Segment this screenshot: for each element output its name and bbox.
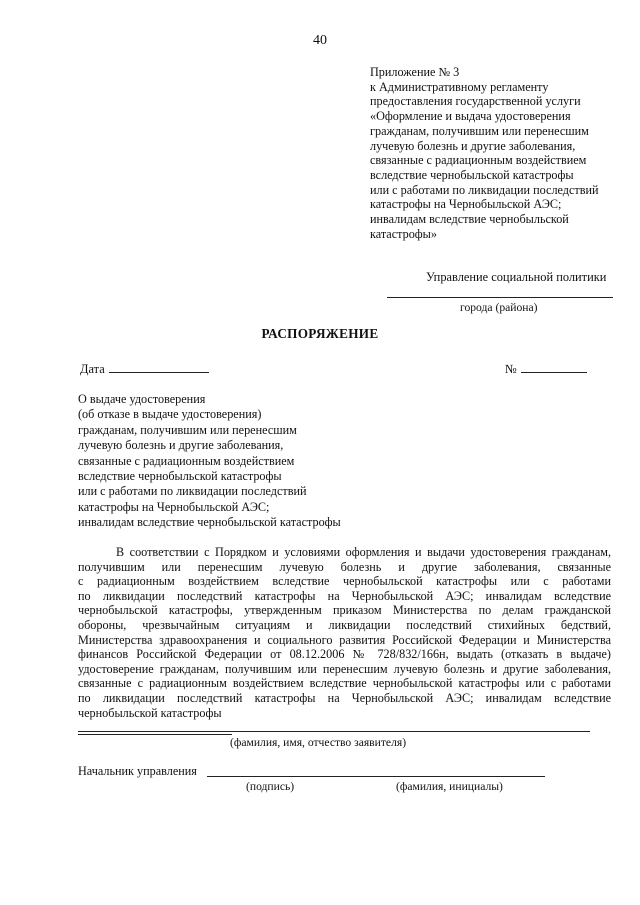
- body-line: связанные с радиационным воздействием вследствие чернобыльской катастрофы или с работами: [78, 676, 611, 691]
- head-of-department-label: Начальник управления: [78, 764, 197, 778]
- annex-line: катастрофы»: [370, 226, 437, 241]
- annex-line: «Оформление и выдача удостоверения: [370, 109, 571, 124]
- annex-line: катастрофы на Чернобыльской АЭС;: [370, 197, 562, 212]
- body-line: Министерства здравоохранения и социального развития Российской Федерации и Министерства: [78, 632, 611, 647]
- subject-line: катастрофы на Чернобыльской АЭС;: [78, 499, 270, 514]
- body-line: получившим или перенесшим лучевую болезнь и другие заболевания, связанные: [78, 559, 611, 574]
- document-title: РАСПОРЯЖЕНИЕ: [261, 326, 379, 341]
- body-line: по ликвидации последствий катастрофы на Чернобыльской АЭС; инвалидам вследствие: [78, 690, 611, 705]
- body-line: с радиационным воздействием вследствие чернобыльской катастрофы или с работами: [78, 574, 611, 589]
- subject-line: связанные с радиационным воздействием: [78, 453, 295, 468]
- signature-caption: (подпись): [246, 780, 295, 793]
- number-label: №: [505, 362, 517, 376]
- body-line: удостоверение гражданам, получившим или перенесшим лучевую болезнь и другие заболевания,: [78, 661, 611, 676]
- annex-line: инвалидам вследствие чернобыльской: [370, 212, 569, 227]
- annex-line: предоставления государственной услуги: [370, 94, 581, 109]
- annex-line: лучевую болезнь и другие заболевания,: [370, 138, 576, 153]
- body-line: В соответствии с Порядком и условиями оформления и выдачи удостоверения гражданам,: [116, 545, 611, 559]
- initials-caption: (фамилия, инициалы): [396, 780, 503, 793]
- number-blank-line: [521, 361, 587, 373]
- department-blank-line: [387, 297, 613, 298]
- body-line: финансов Российской Федерации от 08.12.2006 № 728/832/166н, выдать (отказать в выдаче): [78, 647, 611, 662]
- subject-line: вследствие чернобыльской катастрофы: [78, 469, 282, 484]
- body-line: по ликвидации последствий катастрофы на Чернобыльской АЭС; инвалидам вследствие: [78, 588, 611, 603]
- date-blank-line: [109, 361, 209, 373]
- subject-line: или с работами по ликвидации последствий: [78, 484, 307, 499]
- annex-block: [370, 65, 625, 241]
- body-line: чернобыльской катастрофы, утвержденным приказом Министерства по делам гражданской: [78, 603, 611, 618]
- subject-block: [78, 392, 341, 531]
- signature-blank-line: [207, 776, 545, 777]
- city-caption: города (района): [460, 301, 538, 314]
- subject-line: лучевую болезнь и другие заболевания,: [78, 438, 284, 453]
- annex-line: или с работами по ликвидации последствий: [370, 182, 599, 197]
- applicant-blank-line-short: [78, 734, 232, 735]
- annex-line: к Административному регламенту: [370, 79, 549, 94]
- applicant-blank-line: [78, 731, 590, 732]
- body-paragraph: [78, 545, 611, 720]
- applicant-caption: (фамилия, имя, отчество заявителя): [230, 736, 407, 749]
- annex-line: гражданам, получившим или перенесшим: [370, 123, 589, 138]
- department-name: Управление социальной политики: [426, 270, 607, 284]
- annex-line: связанные с радиационным воздействием: [370, 153, 587, 168]
- page-number: 40: [313, 33, 327, 48]
- subject-line: (об отказе в выдаче удостоверения): [78, 407, 262, 422]
- number-field: [505, 361, 587, 377]
- annex-line: вследствие чернобыльской катастрофы: [370, 167, 574, 182]
- annex-line: Приложение № 3: [370, 65, 460, 79]
- subject-line: О выдаче удостоверения: [78, 392, 206, 406]
- subject-line: гражданам, получившим или перенесшим: [78, 422, 297, 437]
- date-field: [80, 361, 209, 377]
- body-line: чернобыльской катастрофы: [78, 705, 222, 720]
- body-line: обороны, чрезвычайным ситуациям и ликвидации последствий стихийных бедствий,: [78, 617, 611, 632]
- subject-line: инвалидам вследствие чернобыльской катастрофы: [78, 515, 341, 530]
- date-label: Дата: [80, 362, 105, 376]
